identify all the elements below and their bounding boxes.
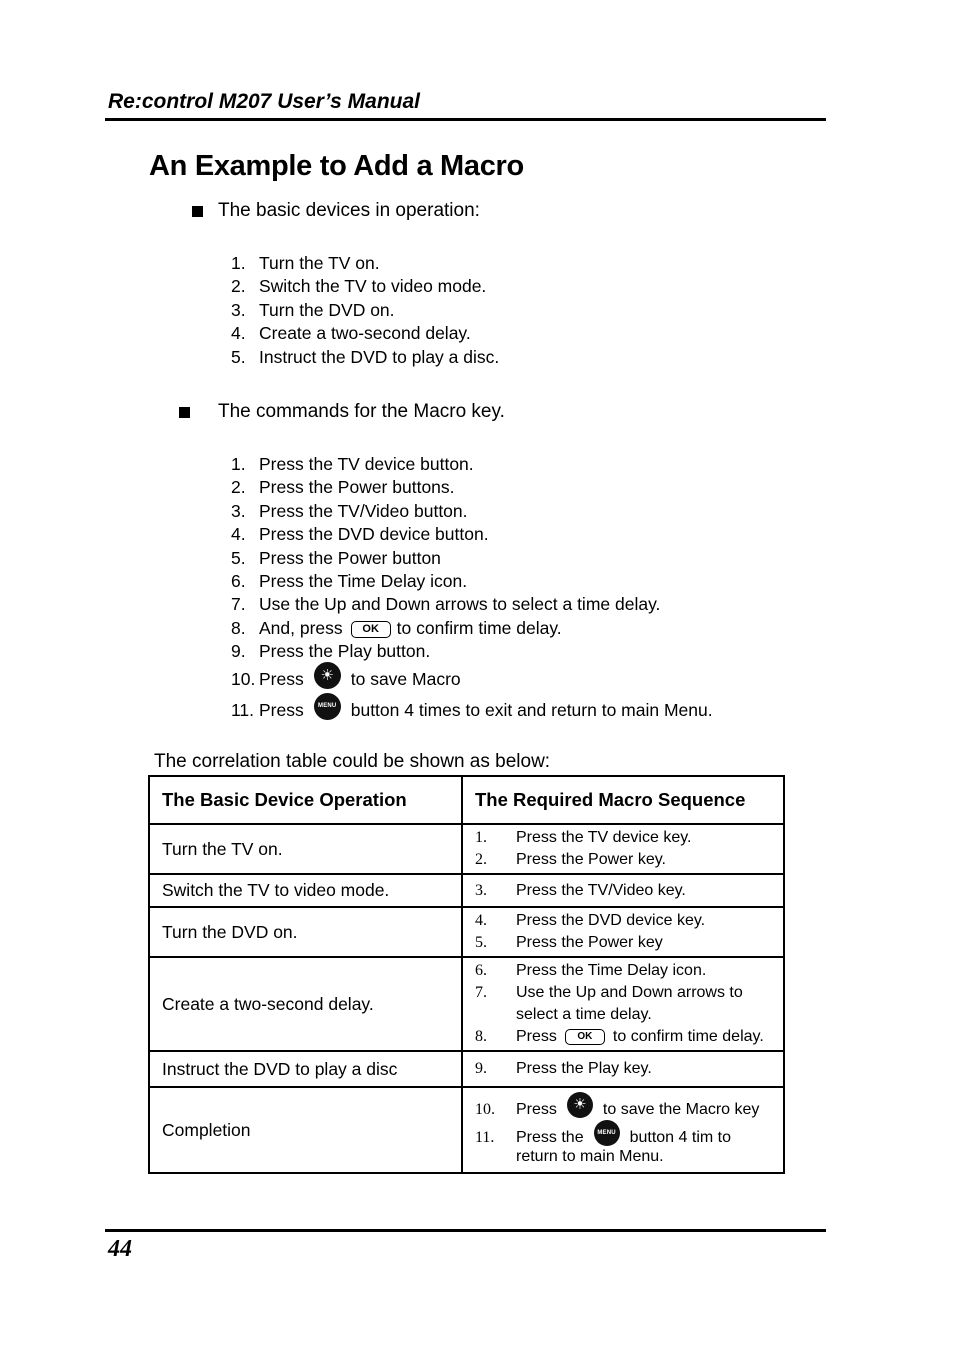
operation-cell: Turn the TV on. [149,824,462,874]
table-row [149,874,784,907]
running-header: Re:control M207 User’s Manual [108,90,420,113]
operation-cell: Turn the DVD on. [149,907,462,957]
menu-button-icon: MENU [314,693,341,720]
lightbulb-icon: ☀ [567,1092,593,1118]
header-divider [105,118,826,121]
menu-button-icon: MENU [594,1120,620,1146]
sequence-cell: 1. Press the TV device key. 2. Press the Power key. [462,824,784,874]
footer-divider [105,1229,826,1232]
lightbulb-icon: ☀ [314,662,341,689]
column-header: The Required Macro Sequence [462,776,784,824]
operation-cell: Instruct the DVD to play a disc [149,1051,462,1087]
table-row [149,907,784,957]
operation-cell: Completion [149,1087,462,1173]
sequence-cell: 10. Press ☀ to save the Macro key 11. Press the MENU button 4 tim to return to main Menu. [462,1087,784,1173]
section-heading-commands: The commands for the Macro key. [218,401,505,422]
sequence-cell: 4. Press the DVD device key. 5. Press the Power key [462,907,784,957]
table-caption: The correlation table could be shown as below: [154,751,551,772]
square-bullet-icon [179,407,190,418]
ok-button-icon: OK [565,1029,605,1045]
page-number: 44 [108,1236,132,1262]
table-row [149,824,784,874]
section-heading-devices: The basic devices in operation: [218,200,480,221]
square-bullet-icon [192,206,203,217]
sequence-cell: 9. Press the Play key. [462,1051,784,1087]
sequence-cell: 3. Press the TV/Video key. [462,874,784,907]
operation-cell: Switch the TV to video mode. [149,874,462,907]
operation-cell: Create a two-second delay. [149,957,462,1051]
ok-button-icon: OK [351,621,391,638]
table-header-row [149,776,784,824]
column-header: The Basic Device Operation [149,776,462,824]
table-row [149,1087,784,1173]
page-title: An Example to Add a Macro [149,150,524,182]
table-row [149,1051,784,1087]
table-row [149,957,784,1051]
sequence-cell: 6. Press the Time Delay icon. 7. Use the Up and Down arrows to select a time delay. 8. Press OK to confirm time delay. [462,957,784,1051]
correlation-table [148,775,785,1174]
